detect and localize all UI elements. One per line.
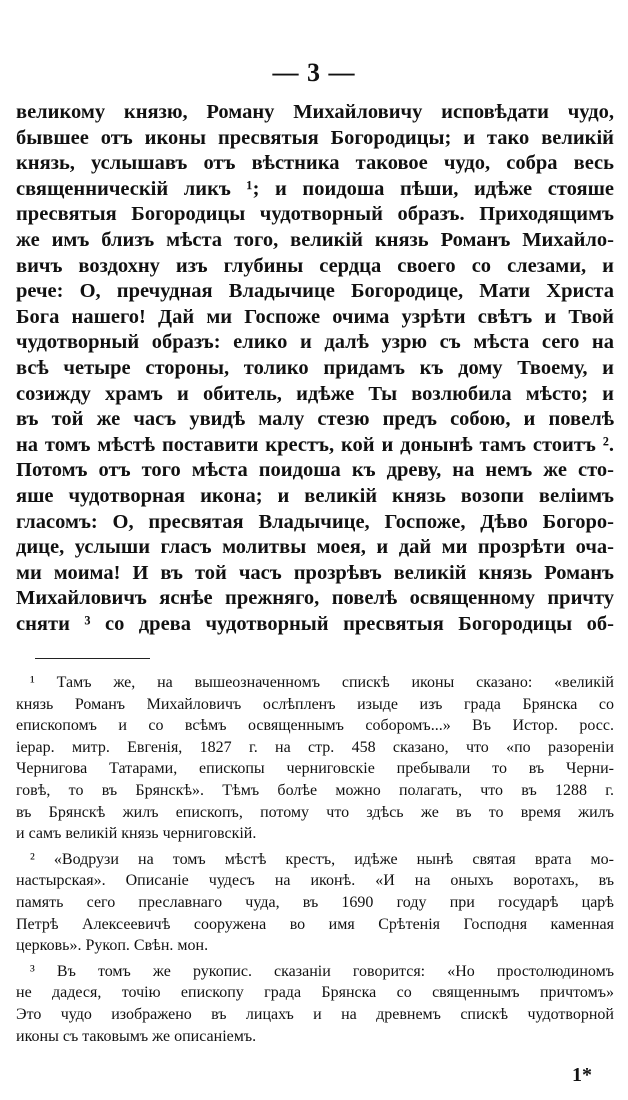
text-line: созижду храмъ и обитель, идѣже Ты возлюбила мѣсто; и — [16, 382, 614, 405]
text-line: на томъ мѣстѣ поставити крестъ, кой и донынѣ тамъ стоитъ ². — [16, 433, 614, 456]
footnote-line: говѣ, то въ Брянскѣ». Тѣмъ болѣе можно полагать, что въ 1288 г. — [16, 781, 614, 799]
footnote-line: Чернигова Татарами, епископы черниговскіе пребывали то въ Черни- — [16, 760, 614, 778]
text-line: чудотворный образъ: елико и далѣ узрю съ мѣста сего на — [16, 331, 614, 354]
footnote-line: память сего преславнаго чуда, въ 1690 году при государѣ царѣ — [16, 893, 614, 911]
text-line: рече: О, пречудная Владычице Богородице, Мати Христа — [16, 280, 614, 303]
signature-mark: 1* — [572, 1064, 592, 1086]
footnote-line: іерар. митр. Евгенія, 1827 г. на стр. 458 сказано, что «по разореніи — [16, 738, 614, 756]
footnote-line: и самъ великій князь черниговскій. — [16, 825, 257, 843]
footnote-line: церковь». Рукоп. Свѣн. мон. — [16, 937, 209, 955]
text-line: всѣ четыре стороны, толико придамъ къ дому Твоему, и — [16, 356, 614, 379]
footnote-line: иконы съ таковымъ же описаніемъ. — [16, 1027, 257, 1045]
main-text — [16, 100, 614, 637]
text-line: яше чудотворная икона; и великій князь возопи велiимъ — [16, 484, 614, 507]
text-line: Бога нашего! Дай ми Госпоже очима узрѣти свѣтъ и Твой — [16, 305, 614, 328]
text-line: князь, услышавъ отъ вѣстника таковое чудо, собра весь — [16, 152, 614, 175]
text-line: ми моима! И въ той часъ прозрѣвъ великій князь Романъ — [16, 561, 614, 584]
footnote-line: ³ Въ томъ же рукопис. сказаніи говорится: «Но простолюдиномъ — [30, 962, 614, 980]
footnote-line: Петрѣ Алексеевичѣ сооружена во имя Срѣтенія Господня каменная — [16, 915, 614, 933]
footnote-line: Это чудо изображено въ лицахъ и на древнемъ спискѣ чудотворной — [16, 1005, 614, 1023]
footnote — [16, 672, 614, 845]
text-line: великому князю, Роману Михайловичу исповѣдати чудо, — [16, 101, 614, 123]
footnote-line: ² «Водрузи на томъ мѣстѣ крестъ, идѣже нынѣ святая врата мо- — [30, 850, 614, 868]
text-line: въ той же часъ увидѣ малу стезю предъ собою, и повелѣ — [16, 408, 614, 431]
footnote-line: въ Брянскѣ жилъ епископъ, потому что здѣсь же въ то время жилъ — [16, 803, 614, 821]
footnotes — [16, 672, 614, 1047]
footnote-line: ¹ Тамъ же, на вышеозначенномъ спискѣ иконы сказано: «великій — [30, 674, 614, 691]
text-line: вичъ воздохну изъ глубины сердца своего со слезами, и — [16, 254, 614, 277]
text-line: гласомъ: О, пресвятая Владычице, Госпоже, Дѣво Богоро- — [16, 510, 614, 533]
text-line: дице, услыши гласъ молитвы моея, и дай ми прозрѣти оча- — [16, 536, 614, 559]
text-line: сняти ³ со древа чудотворный пресвятыя Богородицы об- — [16, 612, 614, 635]
text-line: Михайловичъ яснѣе прежняго, повелѣ освященному причту — [16, 587, 614, 610]
footnote-line: князь Романъ Михайловичъ ослѣпленъ изыде изъ града Брянска со — [16, 695, 614, 713]
footnote-divider — [35, 658, 150, 659]
footnote-line: епископомъ и со всѣмъ освященнымъ соборомъ...» Въ Истор. росс. — [16, 717, 614, 735]
page-number: — 3 — — [272, 58, 356, 87]
footnote-line: не дадеся, точію епископу града Брянска со священнымъ причтомъ» — [16, 984, 614, 1002]
footnote — [16, 849, 614, 957]
text-line: священническій ликъ ¹; и поидоша пѣши, идѣже стояше — [16, 177, 614, 200]
text-line: бывшее отъ иконы пресвятыя Богородицы; и тако великій — [16, 126, 614, 149]
text-line: Потомъ отъ того мѣста поидоша къ древу, на немъ же сто- — [16, 459, 614, 482]
text-line: же имъ близъ мѣста того, великій князь Романъ Михайло- — [16, 228, 614, 251]
text-line: пресвятыя Богородицы чудотворный образъ. Приходящимъ — [16, 203, 614, 226]
footnote-line: настырская». Описаніе чудесъ на иконѣ. «И на оныхъ воротахъ, въ — [16, 872, 614, 890]
footnote — [16, 961, 614, 1047]
